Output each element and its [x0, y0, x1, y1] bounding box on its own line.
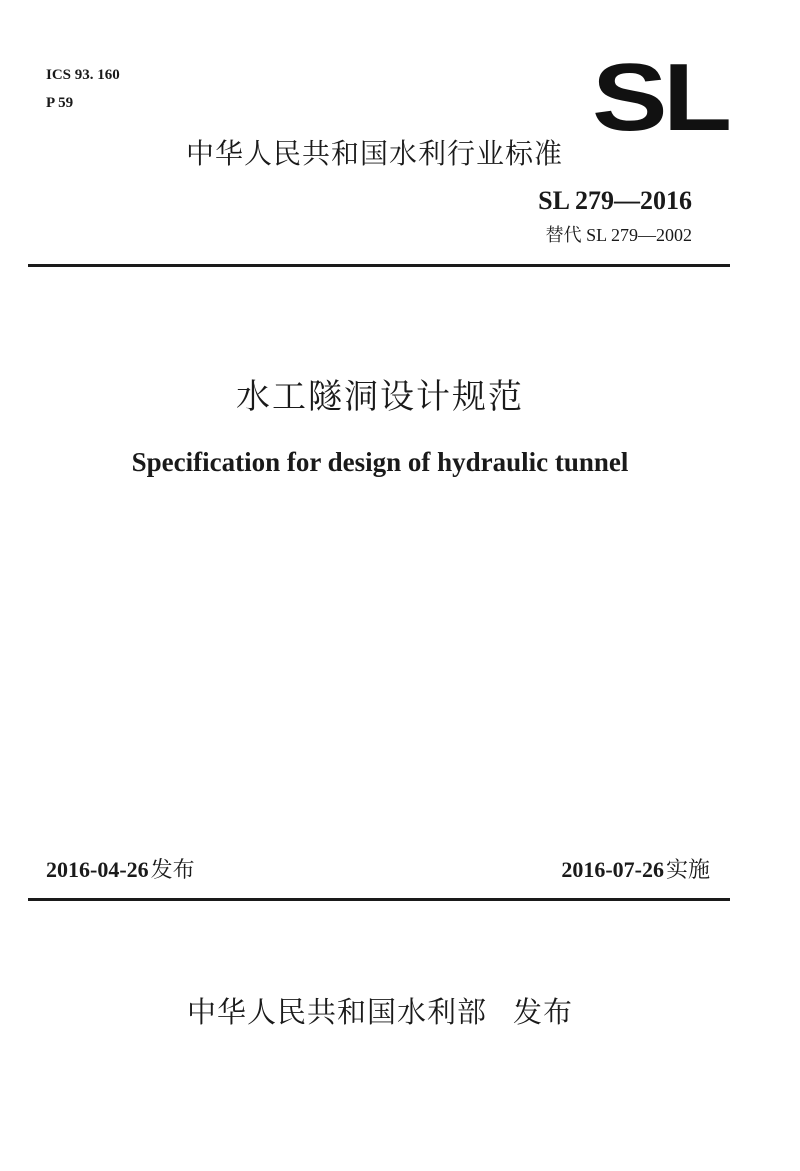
ics-code: ICS 93. 160 [46, 67, 120, 83]
bottom-divider [28, 898, 730, 901]
publisher-name: 中华人民共和国水利部 [186, 995, 487, 1029]
industry-standard-heading: 中华人民共和国水利行业标准 [186, 137, 564, 170]
title-english: Specification for design of hydraulic tunnel [131, 447, 629, 477]
title-chinese: 水工隧洞设计规范 [236, 377, 524, 417]
issue-date-value: 2016-04-26 [46, 857, 149, 882]
implement-date [561, 856, 710, 885]
sl-logo: SL [592, 44, 728, 151]
issue-date-label: 发布 [150, 858, 195, 883]
standard-number: SL 279—2016 [538, 186, 692, 215]
publisher [0, 995, 760, 1029]
classification-code: P 59 [46, 95, 74, 111]
top-divider [28, 264, 730, 267]
issue-date [46, 856, 195, 885]
implement-date-value: 2016-07-26 [561, 857, 664, 882]
replaces-standard: 替代 SL 279—2002 [545, 225, 692, 245]
implement-date-label: 实施 [665, 858, 710, 883]
publisher-action: 发布 [513, 995, 574, 1029]
